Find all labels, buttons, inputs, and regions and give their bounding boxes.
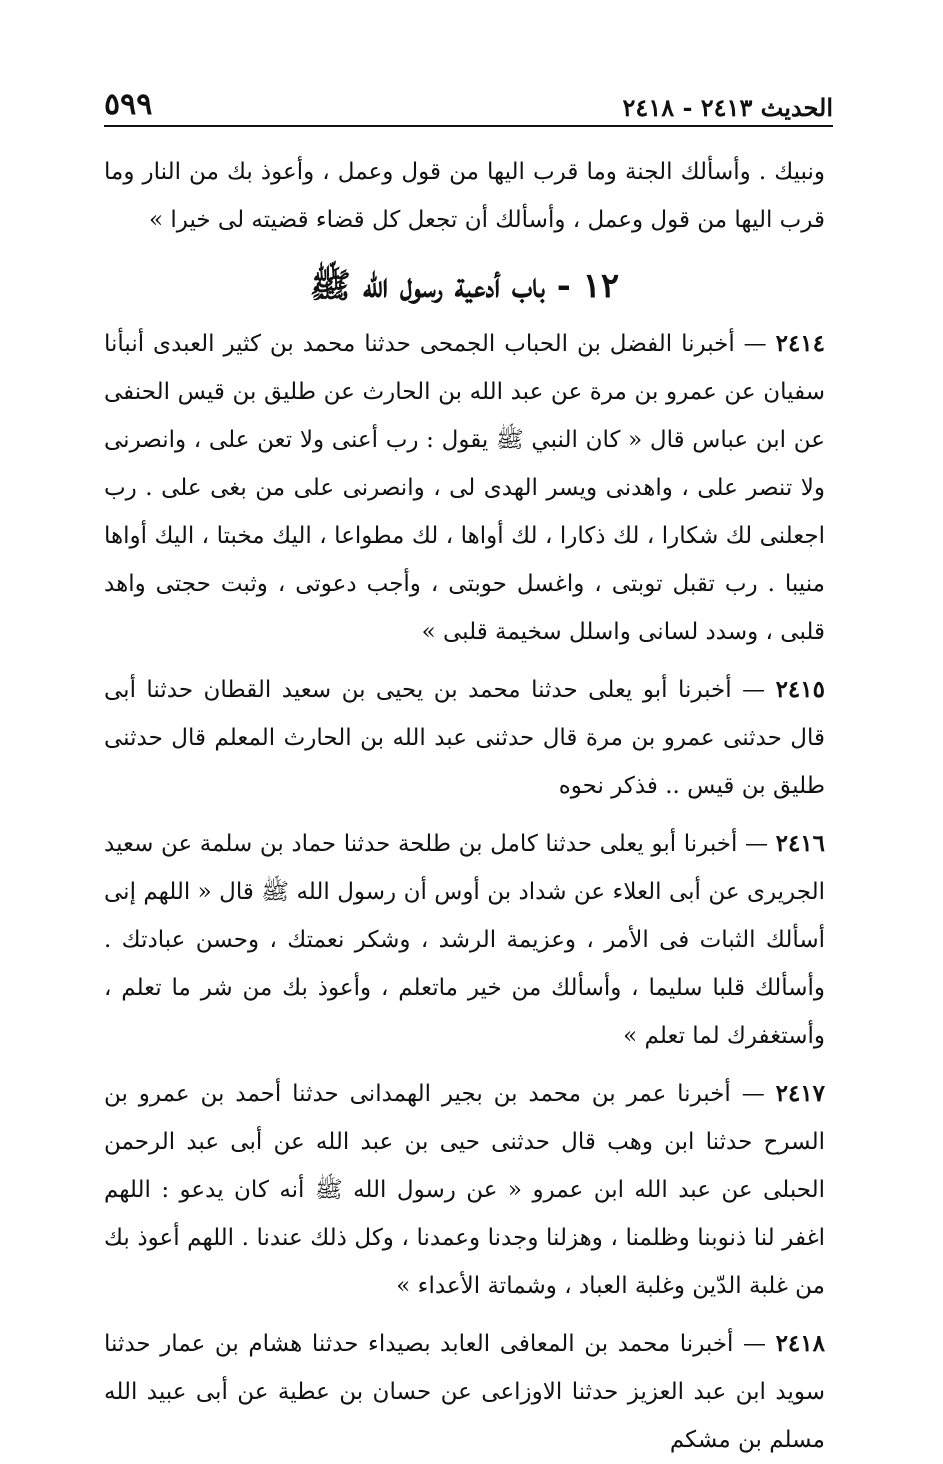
hadith-number: ٢٤١٧ [775, 1080, 826, 1107]
hadith-text: — أخبرنا محمد بن المعافى العابد بصيداء حدثنا هشام بن عمار حدثنا سويد ابن عبد العزيز حدثنا الاوزاعى عن حسان بن عطية عن أبى عبيد الله مسلم بن مشكم [104, 1331, 825, 1453]
hadith-text: — أخبرنا عمر بن محمد بن بجير الهمدانى حدثنا أحمد بن عمرو بن السرح حدثنا ابن وهب قال حدثنى حيى بن عبد الله عن أبى عبد الرحمن الحبلى عن عبد الله ابن عمرو « عن رسول الله ﷺ أنه كان يدعو : اللهم اغفر لنا ذنوبنا وظلمنا ، وهزلنا وجدنا وعمدنا ، وكل ذلك عندنا . اللهم أعوذ بك من غلبة الدّين وغلبة العباد ، وشماتة الأعداء » [104, 1081, 826, 1299]
intro-paragraph: ونبيك . وأسألك الجنة وما قرب اليها من قول وعمل ، وأعوذ بك من النار وما قرب اليها من قول وعمل ، وأسألك أن تجعل كل قضاء قضيته لى خيرا » [104, 159, 825, 233]
header-rule [104, 125, 833, 127]
hadith-paragraph [104, 320, 825, 656]
hadith-number: ٢٤١٥ [775, 676, 825, 703]
page-body [104, 148, 825, 1464]
hadith-number: ٢٤١٤ [775, 330, 826, 357]
hadith-number: ٢٤١٨ [775, 1330, 825, 1357]
section-heading: ١٢ - باب أدعية رسول الله ﷺ [309, 266, 620, 306]
hadith-paragraph [104, 666, 825, 810]
running-title: الحديث ٢٤١٣ - ٢٤١٨ [622, 93, 833, 122]
page-header [104, 82, 833, 122]
hadith-number: ٢٤١٦ [775, 830, 826, 857]
hadith-paragraph [104, 1320, 825, 1464]
hadith-text: — أخبرنا أبو يعلى حدثنا محمد بن يحيى بن سعيد القطان حدثنا أبى قال حدثنى عمرو بن مرة قال حدثنى عبد الله بن الحارث المعلم قال حدثنى طليق بن قيس .. فذكر نحوه [104, 677, 825, 799]
hadith-text: — أخبرنا أبو يعلى حدثنا كامل بن طلحة حدثنا حماد بن سلمة عن سعيد الجريرى عن أبى العلاء عن شداد بن أوس أن رسول الله ﷺ قال « اللهم إنى أسألك الثبات فى الأمر ، وعزيمة الرشد ، وشكر نعمتك ، وحسن عبادتك . وأسألك قلبا سليما ، وأسألك من خير ماتعلم ، وأعوذ بك من شر ما تعلم ، وأستغفرك لما تعلم » [104, 831, 825, 1049]
page-number: ٥٩٩ [104, 87, 153, 122]
hadith-paragraph [104, 820, 825, 1060]
hadith-paragraph [104, 1070, 825, 1310]
hadith-text: — أخبرنا الفضل بن الحباب الجمحى حدثنا محمد بن كثير العبدى أنبأنا سفيان عن عمرو بن مرة عن عبد الله بن الحارث عن طليق بن قيس الحنفى عن ابن عباس قال « كان النبي ﷺ يقول : رب أعنى ولا تعن على ، وانصرنى ولا تنصر على ، واهدنى ويسر الهدى لى ، وانصرنى على من بغى على . رب اجعلنى لك شكارا ، لك ذكارا ، لك أواها ، لك مطواعا ، اليك مخبتا ، اليك أواها منيبا . رب تقبل توبتى ، واغسل حوبتى ، وأجب دعوتى ، وثبت حجتى واهد قلبى ، وسدد لسانى واسلل سخيمة قلبى » [104, 331, 825, 645]
